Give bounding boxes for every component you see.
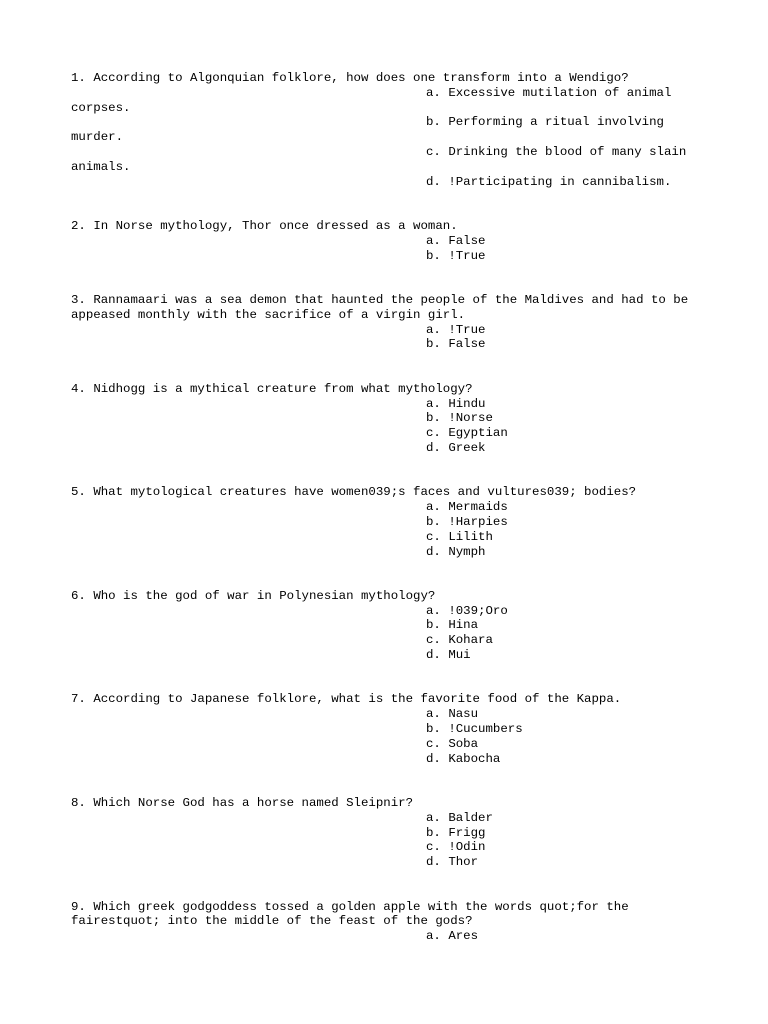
question-text xyxy=(71,900,711,930)
option-letter: c. xyxy=(426,736,441,751)
option xyxy=(71,323,711,338)
option-letter: b. xyxy=(426,618,441,633)
option xyxy=(71,234,711,249)
option-letter: b. xyxy=(426,722,441,737)
question-prompt: Who is the god of war in Polynesian mythology? xyxy=(93,588,436,603)
option xyxy=(71,811,711,826)
option-text: Hina xyxy=(448,618,479,633)
option-text: !Participating in cannibalism. xyxy=(448,174,672,189)
question-text xyxy=(71,485,711,500)
question-number: 1. xyxy=(71,71,86,85)
option xyxy=(71,500,711,515)
option-letter: a. xyxy=(426,603,441,618)
option-text: Excessive mutilation of animal corpses. xyxy=(71,85,679,115)
question-prompt: According to Algonquian folklore, how does one transform into a Wendigo? xyxy=(93,71,629,85)
option-text: Nasu xyxy=(448,707,479,722)
option-text: !039;Oro xyxy=(448,603,508,618)
question-text xyxy=(71,796,711,811)
option-list xyxy=(71,397,711,456)
option xyxy=(71,604,711,619)
option xyxy=(71,530,711,545)
question-2 xyxy=(71,219,711,263)
option-text: Ares xyxy=(448,929,479,944)
option xyxy=(71,145,711,175)
option xyxy=(71,929,711,944)
option-letter: c. xyxy=(426,426,441,441)
option xyxy=(71,411,711,426)
question-8 xyxy=(71,796,711,870)
question-prompt: Which greek godgoddess tossed a golden apple with the words quot;for the fairestquot; into the middle of the feast of the gods? xyxy=(71,899,637,929)
question-text xyxy=(71,219,711,234)
option xyxy=(71,618,711,633)
option-letter: a. xyxy=(426,707,441,722)
question-4 xyxy=(71,382,711,456)
option-text: Nymph xyxy=(448,544,486,559)
option xyxy=(71,826,711,841)
option xyxy=(71,175,711,190)
option-letter: d. xyxy=(426,751,441,766)
option xyxy=(71,337,711,352)
option-letter: b. xyxy=(426,514,441,529)
option-letter: b. xyxy=(426,337,441,352)
option xyxy=(71,441,711,456)
option-list xyxy=(71,929,711,944)
question-text xyxy=(71,692,711,707)
option-text: !Norse xyxy=(448,411,493,426)
option-letter: a. xyxy=(426,810,441,825)
option-text: Soba xyxy=(448,736,479,751)
option-letter: d. xyxy=(426,648,441,663)
option-text: False xyxy=(448,233,486,248)
option xyxy=(71,648,711,663)
option-text: Thor xyxy=(448,855,479,870)
option-letter: a. xyxy=(426,85,441,100)
question-7 xyxy=(71,692,711,766)
option-letter: d. xyxy=(426,855,441,870)
option-text: Drinking the blood of many slain animals. xyxy=(71,144,694,174)
option-text: !Cucumbers xyxy=(448,722,523,737)
option xyxy=(71,633,711,648)
option-text: !Harpies xyxy=(448,514,508,529)
option-letter: c. xyxy=(426,529,441,544)
option-letter: d. xyxy=(426,174,441,189)
option-list xyxy=(71,500,711,559)
option-text: !Odin xyxy=(448,840,486,855)
question-prompt: Rannamaari was a sea demon that haunted the people of the Maldives and had to be appeased monthly with the sacrifice of a virgin girl. xyxy=(71,292,696,322)
question-number: 2. xyxy=(71,218,86,233)
question-text xyxy=(71,293,711,323)
question-number: 5. xyxy=(71,485,86,500)
option-letter: b. xyxy=(426,115,441,130)
option xyxy=(71,515,711,530)
option-list xyxy=(71,323,711,353)
option xyxy=(71,752,711,767)
option-list xyxy=(71,234,711,264)
question-3 xyxy=(71,293,711,352)
option xyxy=(71,115,711,145)
option xyxy=(71,249,711,264)
option-text: Performing a ritual involving murder. xyxy=(71,115,672,145)
question-number: 6. xyxy=(71,588,86,603)
option-text: Mui xyxy=(448,648,471,663)
quiz-document xyxy=(71,71,711,974)
question-5 xyxy=(71,485,711,559)
option-text: Kohara xyxy=(448,633,493,648)
option-list xyxy=(71,604,711,663)
option-list xyxy=(71,707,711,766)
question-prompt: According to Japanese folklore, what is the favorite food of the Kappa. xyxy=(93,692,622,707)
question-number: 7. xyxy=(71,692,86,707)
question-number: 3. xyxy=(71,292,86,307)
option-letter: c. xyxy=(426,840,441,855)
question-1 xyxy=(71,71,711,189)
question-6 xyxy=(71,589,711,663)
option xyxy=(71,855,711,870)
question-text xyxy=(71,589,711,604)
option-letter: a. xyxy=(426,396,441,411)
option-text: Egyptian xyxy=(448,426,508,441)
option xyxy=(71,426,711,441)
option-text: Frigg xyxy=(448,825,486,840)
option-letter: a. xyxy=(426,233,441,248)
question-number: 4. xyxy=(71,381,86,396)
question-number: 8. xyxy=(71,796,86,811)
question-prompt: Nidhogg is a mythical creature from what mythology? xyxy=(93,381,473,396)
option-letter: c. xyxy=(426,144,441,159)
option-list xyxy=(71,86,711,190)
option-list xyxy=(71,811,711,870)
option-text: Lilith xyxy=(448,529,493,544)
question-number: 9. xyxy=(71,899,86,914)
option xyxy=(71,545,711,560)
option-letter: b. xyxy=(426,248,441,263)
option-letter: c. xyxy=(426,633,441,648)
option xyxy=(71,397,711,412)
question-prompt: In Norse mythology, Thor once dressed as a woman. xyxy=(93,218,458,233)
option-letter: a. xyxy=(426,500,441,515)
option xyxy=(71,737,711,752)
question-prompt: What mytological creatures have women039;s faces and vultures039; bodies? xyxy=(93,485,637,500)
question-text xyxy=(71,382,711,397)
option-letter: a. xyxy=(426,929,441,944)
option xyxy=(71,840,711,855)
option-letter: d. xyxy=(426,544,441,559)
option-text: Hindu xyxy=(448,396,486,411)
option-letter: a. xyxy=(426,322,441,337)
question-prompt: Which Norse God has a horse named Sleipnir? xyxy=(93,796,414,811)
option-text: !True xyxy=(448,322,486,337)
option-text: Mermaids xyxy=(448,500,508,515)
question-text xyxy=(71,71,711,86)
option-text: Greek xyxy=(448,440,486,455)
option xyxy=(71,707,711,722)
option-letter: b. xyxy=(426,825,441,840)
option-text: False xyxy=(448,337,486,352)
option xyxy=(71,86,711,116)
question-9 xyxy=(71,900,711,944)
option-letter: d. xyxy=(426,440,441,455)
option-text: !True xyxy=(448,248,486,263)
option-letter: b. xyxy=(426,411,441,426)
option xyxy=(71,722,711,737)
option-text: Kabocha xyxy=(448,751,501,766)
option-text: Balder xyxy=(448,810,493,825)
